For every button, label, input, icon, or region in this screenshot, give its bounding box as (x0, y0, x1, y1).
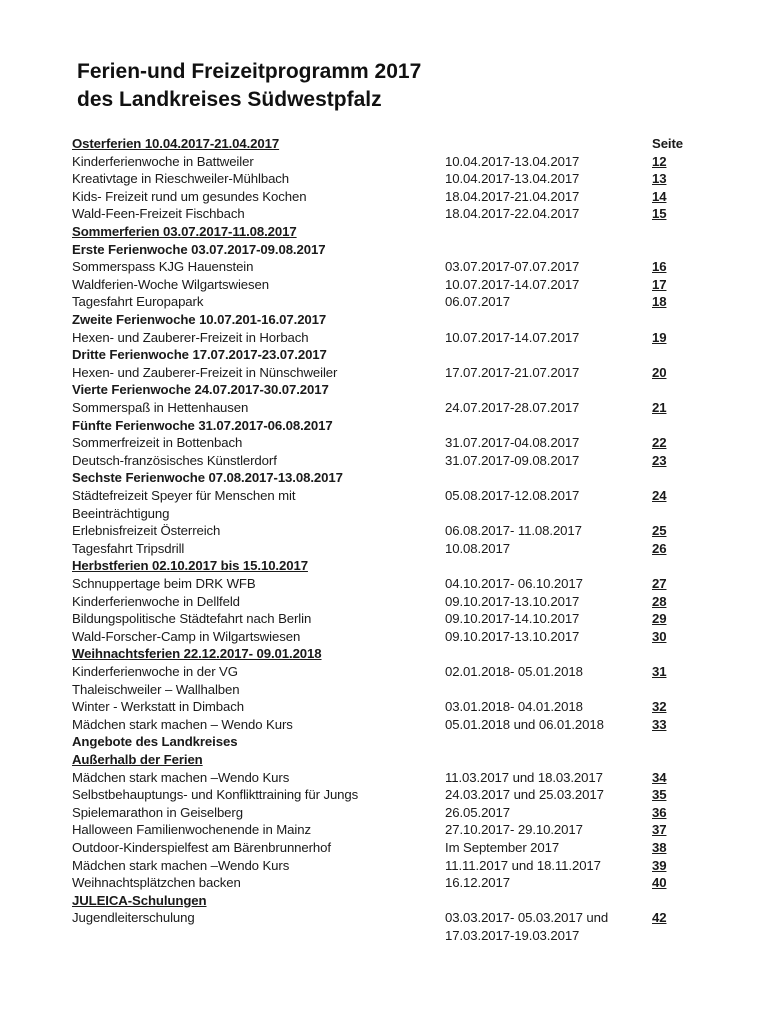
program-date: 24.03.2017 und 25.03.2017 (445, 787, 604, 802)
page-number-link[interactable]: 40 (652, 875, 667, 890)
program-date: 09.10.2017-13.10.2017 (445, 594, 580, 609)
page-number-link[interactable]: 35 (652, 787, 667, 802)
page-number-link[interactable]: 24 (652, 488, 667, 503)
page-number-link[interactable]: 16 (652, 259, 667, 274)
seite-column-header: Seite (652, 136, 684, 151)
page-number-link[interactable]: 21 (652, 400, 667, 415)
program-name: Hexen- und Zauberer-Freizeit in Horbach (72, 330, 309, 345)
section-header: Sommerferien 03.07.2017-11.08.2017 (72, 224, 297, 239)
page-number-link[interactable]: 26 (652, 541, 667, 556)
page-number-link[interactable]: 32 (652, 699, 667, 714)
program-name: Mädchen stark machen –Wendo Kurs (72, 770, 290, 785)
page-number-link[interactable]: 34 (652, 770, 667, 785)
program-date: 26.05.2017 (445, 805, 511, 820)
program-name: Kinderferienwoche in Battweiler (72, 154, 254, 169)
program-date: 03.07.2017-07.07.2017 (445, 259, 580, 274)
program-name: Mädchen stark machen –Wendo Kurs (72, 858, 290, 873)
page-number-link[interactable]: 25 (652, 523, 667, 538)
page-number-link[interactable]: 27 (652, 576, 667, 591)
program-name: Spielemarathon in Geiselberg (72, 805, 243, 820)
section-header: Herbstferien 02.10.2017 bis 15.10.2017 (72, 558, 308, 573)
page-number-link[interactable]: 20 (652, 365, 667, 380)
program-name: Kinderferienwoche in Dellfeld (72, 594, 240, 609)
program-name: Sommerfreizeit in Bottenbach (72, 435, 243, 450)
page-number-link[interactable]: 33 (652, 717, 667, 732)
page-number-link[interactable]: 31 (652, 664, 667, 679)
program-name: Kreativtage in Rieschweiler-Mühlbach (72, 171, 290, 186)
program-name: Selbstbehauptungs- und Konflikttraining für Jungs (72, 787, 359, 802)
program-date: 10.04.2017-13.04.2017 (445, 154, 580, 169)
program-date: 03.01.2018- 04.01.2018 (445, 699, 583, 714)
program-name-continued: Thaleischweiler – Wallhalben (72, 682, 240, 697)
program-date: 05.08.2017-12.08.2017 (445, 488, 580, 503)
program-date: 31.07.2017-04.08.2017 (445, 435, 580, 450)
program-date: 09.10.2017-13.10.2017 (445, 629, 580, 644)
page-number-link[interactable]: 37 (652, 822, 667, 837)
section-header: Vierte Ferienwoche 24.07.2017-30.07.2017 (72, 382, 329, 397)
program-name: Jugendleiterschulung (72, 910, 195, 925)
page-number-link[interactable]: 18 (652, 294, 667, 309)
program-name: Halloween Familienwochenende in Mainz (72, 822, 311, 837)
page-number-link[interactable]: 17 (652, 277, 667, 292)
section-header: Erste Ferienwoche 03.07.2017-09.08.2017 (72, 242, 326, 257)
program-date: 17.07.2017-21.07.2017 (445, 365, 580, 380)
program-name: Erlebnisfreizeit Österreich (72, 523, 221, 538)
section-header: Sechste Ferienwoche 07.08.2017-13.08.2017 (72, 470, 343, 485)
program-date: 18.04.2017-21.04.2017 (445, 189, 580, 204)
program-name: Sommerspass KJG Hauenstein (72, 259, 254, 274)
program-name: Weihnachtsplätzchen backen (72, 875, 241, 890)
section-header: Weihnachtsferien 22.12.2017- 09.01.2018 (72, 646, 322, 661)
program-date: 10.07.2017-14.07.2017 (445, 330, 580, 345)
program-date: 03.03.2017- 05.03.2017 und (445, 910, 609, 925)
program-date: 02.01.2018- 05.01.2018 (445, 664, 583, 679)
program-name: Deutsch-französisches Künstlerdorf (72, 453, 277, 468)
program-name: Kinderferienwoche in der VG (72, 664, 238, 679)
program-date: 06.07.2017 (445, 294, 511, 309)
section-header: Osterferien 10.04.2017-21.04.2017 (72, 136, 280, 151)
page-number-link[interactable]: 22 (652, 435, 667, 450)
program-date: 27.10.2017- 29.10.2017 (445, 822, 583, 837)
section-header: Außerhalb der Ferien (72, 752, 203, 767)
program-name: Winter - Werkstatt in Dimbach (72, 699, 244, 714)
program-date: 06.08.2017- 11.08.2017 (445, 523, 582, 538)
section-header: Angebote des Landkreises (72, 734, 238, 749)
program-name: Schnuppertage beim DRK WFB (72, 576, 256, 591)
page-number-link[interactable]: 14 (652, 189, 667, 204)
program-date: 31.07.2017-09.08.2017 (445, 453, 580, 468)
program-date: 11.03.2017 und 18.03.2017 (445, 770, 603, 785)
program-date: 09.10.2017-14.10.2017 (445, 611, 580, 626)
program-name: Waldferien-Woche Wilgartswiesen (72, 277, 269, 292)
section-header: Fünfte Ferienwoche 31.07.2017-06.08.2017 (72, 418, 333, 433)
page-number-link[interactable]: 28 (652, 594, 667, 609)
program-name-continued: Beeinträchtigung (72, 506, 170, 521)
page-number-link[interactable]: 30 (652, 629, 667, 644)
program-name: Hexen- und Zauberer-Freizeit in Nünschweiler (72, 365, 338, 380)
program-name: Tagesfahrt Europapark (72, 294, 204, 309)
program-date: 24.07.2017-28.07.2017 (445, 400, 580, 415)
page-number-link[interactable]: 42 (652, 910, 667, 925)
program-date: 10.04.2017-13.04.2017 (445, 171, 580, 186)
page-number-link[interactable]: 15 (652, 206, 667, 221)
page-number-link[interactable]: 29 (652, 611, 667, 626)
section-header: JULEICA-Schulungen (72, 893, 207, 908)
page-number-link[interactable]: 12 (652, 154, 667, 169)
program-name: Tagesfahrt Tripsdrill (72, 541, 185, 556)
program-date: 05.01.2018 und 06.01.2018 (445, 717, 604, 732)
page-title-line-2: des Landkreises Südwestpfalz (77, 88, 382, 111)
program-name: Bildungspolitische Städtefahrt nach Berlin (72, 611, 312, 626)
program-name: Wald-Feen-Freizeit Fischbach (72, 206, 245, 221)
program-name: Kids- Freizeit rund um gesundes Kochen (72, 189, 307, 204)
program-date: 04.10.2017- 06.10.2017 (445, 576, 583, 591)
program-date: 10.08.2017 (445, 541, 511, 556)
page-number-link[interactable]: 13 (652, 171, 667, 186)
page-number-link[interactable]: 23 (652, 453, 667, 468)
section-header: Zweite Ferienwoche 10.07.201-16.07.2017 (72, 312, 327, 327)
program-date: 18.04.2017-22.04.2017 (445, 206, 580, 221)
section-header: Dritte Ferienwoche 17.07.2017-23.07.2017 (72, 347, 327, 362)
program-name: Städtefreizeit Speyer für Menschen mit (72, 488, 296, 503)
page-title-line-1: Ferien-und Freizeitprogramm 2017 (77, 60, 422, 83)
page-number-link[interactable]: 38 (652, 840, 667, 855)
page-number-link[interactable]: 39 (652, 858, 667, 873)
page-number-link[interactable]: 36 (652, 805, 667, 820)
program-date-continued: 17.03.2017-19.03.2017 (445, 928, 580, 943)
program-name: Sommerspaß in Hettenhausen (72, 400, 249, 415)
program-date: 16.12.2017 (445, 875, 511, 890)
program-name: Mädchen stark machen – Wendo Kurs (72, 717, 293, 732)
program-name: Outdoor-Kinderspielfest am Bärenbrunnerhof (72, 840, 331, 855)
program-date: 11.11.2017 und 18.11.2017 (445, 858, 601, 873)
program-date: Im September 2017 (445, 840, 560, 855)
program-date: 10.07.2017-14.07.2017 (445, 277, 580, 292)
page-number-link[interactable]: 19 (652, 330, 667, 345)
program-name: Wald-Forscher-Camp in Wilgartswiesen (72, 629, 301, 644)
